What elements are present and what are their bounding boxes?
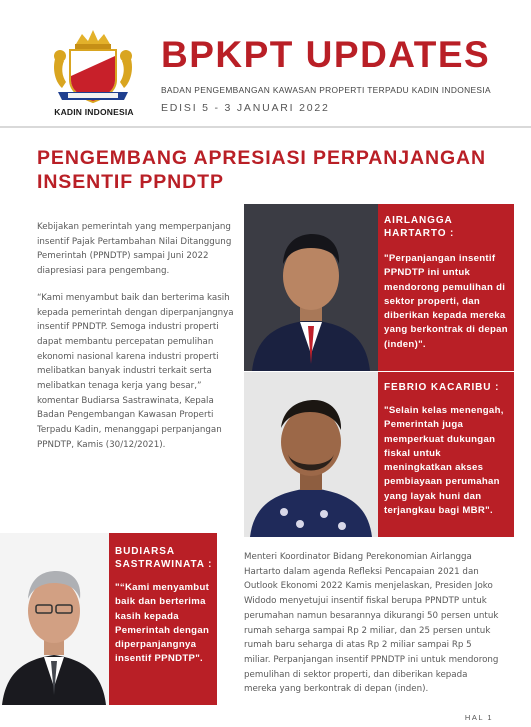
article-column-right <box>244 550 500 709</box>
quote-author-name: BUDIARSA SASTRAWINATA : <box>115 546 213 570</box>
febrio-photo <box>244 372 378 537</box>
airlangga-photo <box>244 204 378 371</box>
kadin-logo <box>50 26 136 118</box>
page-number: HAL 1 <box>464 713 493 722</box>
quote-text: "“Kami menyambut baik dan berterima kasih kepada Pemerintah dengan diperpanjangnya insentif PPNDTP". <box>115 582 210 665</box>
quote-author-name: FEBRIO KACARIBU : <box>384 382 500 393</box>
budiarsa-photo <box>0 533 109 705</box>
article-column-left <box>37 220 237 465</box>
edition-line: EDISI 5 - 3 JANUARI 2022 <box>161 102 330 114</box>
article-paragraph: Menteri Koordinator Bidang Perekonomian Airlangga Hartarto dalam agenda Refleksi Pencapaian 2021 dan Outlook Ekonomi 2022 Kamis menjelaskan, Presiden Joko Widodo menyetujui insentif fiskal berupa PPNDTP untuk perumahan namun besarannya dikurangi 50 persen untuk rumah seharga sampai Rp 2 miliar, dan 25 persen untuk rumah baru seharga di atas Rp 2 miliar sampai Rp 5 miliar. Perpanjangan insentif PPNDTP ini untuk mendorong pemulihan di sektor properti, dan diberikan kepada mereka yang berkontrak di depan (inden). <box>244 552 499 695</box>
budiarsa-quote-box <box>109 533 217 705</box>
logo-caption: KADIN INDONESIA <box>54 107 134 117</box>
article-headline: PENGEMBANG APRESIASI PERPANJANGAN INSENTIF PPNDTP <box>37 147 487 194</box>
newsletter-title: BPKPT UPDATES <box>161 34 491 75</box>
header-divider <box>0 126 531 128</box>
quote-author-name: AIRLANGGA HARTARTO : <box>384 215 455 239</box>
febrio-quote-box <box>378 372 514 537</box>
article-paragraph: Kebijakan pemerintah yang memperpanjang insentif Pajak Pertambahan Nilai Ditanggung Pemerintah (PPNDTP) sampai Juni 2022 diapresiasi para pengembang. <box>37 222 232 277</box>
article-paragraph: “Kami menyambut baik dan berterima kasih kepada pemerintah dengan diperpanjangnya insentif PPNDTP. Semoga industri properti dapat membantu percepatan pemulihan ekonomi nasional karena industri properti melibatkan banyak industri terkait serta melibatkan tenaga kerja yang besar,” komentar Budiarsa Sastrawinata, Kepala Badan Pengembangan Kawasan Properti Terpadu Kadin, menanggapi perpanjangan PPNDTP, Kamis (30/12/2021). <box>37 292 234 450</box>
quote-text: "Selain kelas menengah, Pemerintah juga memperkuat dukungan fiskal untuk meningkatkan akses pembiayaan perumahan yang layak huni dan terjangkau bagi MBR". <box>384 405 504 517</box>
newsletter-subtitle: BADAN PENGEMBANGAN KAWASAN PROPERTI TERPADU KADIN INDONESIA <box>161 85 491 95</box>
airlangga-quote-box <box>378 204 514 371</box>
quote-text: "Perpanjangan insentif PPNDTP ini untuk mendorong pemulihan di sektor properti, dan diberikan kepada mereka yang berkontrak di depan (inden)". <box>384 253 508 350</box>
